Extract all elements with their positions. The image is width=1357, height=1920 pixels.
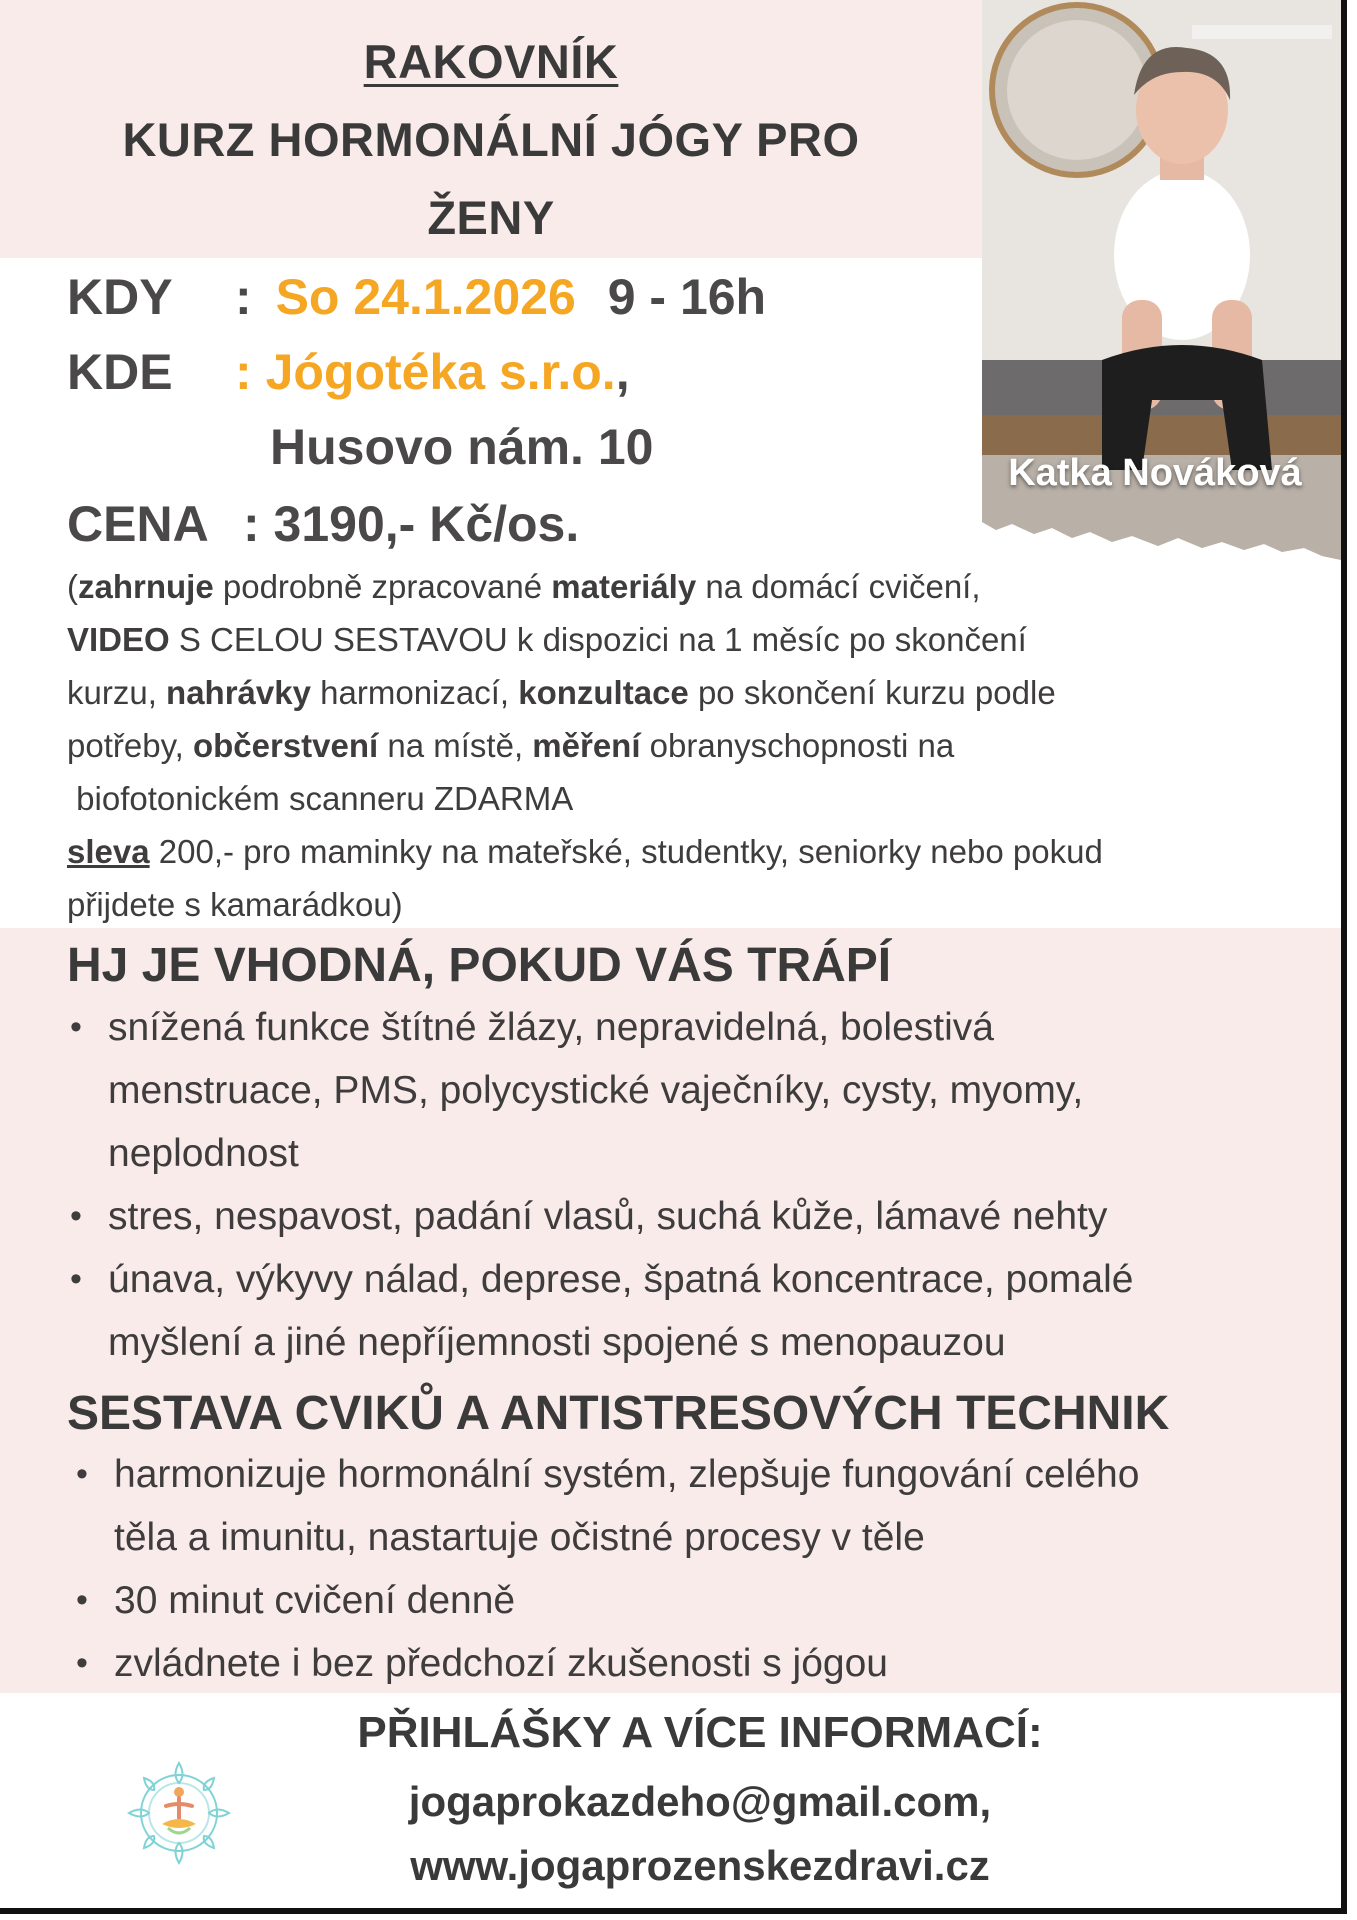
list-item: • harmonizuje hormonální systém, zlepšuje fungování celého těla a imunitu, nastartuje očistné procesy v těle [76,1443,1139,1569]
desc-line-1: (zahrnuje podrobně zpracované materiály na domácí cvičení, [67,568,981,605]
list-item: • stres, nespavost, padání vlasů, suchá kůže, lámavé nehty [70,1185,1133,1248]
desc-line-5: biofotonickém scanneru ZDARMA [67,780,574,817]
where-comma: , [615,344,630,400]
when-label: KDY [67,269,173,325]
price-description [67,560,1317,931]
where-name: Jógotéka s.r.o. [265,344,616,400]
when-row [67,268,766,326]
list-item: • zvládnete i bez předchozí zkušenosti s jógou [76,1632,1139,1695]
desc-line-3: kurzu, nahrávky harmonizací, konzultace po skončení kurzu podle [67,674,1056,711]
desc-line-6: sleva 200,- pro maminky na mateřské, studentky, seniorky nebo pokud [67,833,1103,870]
price-value: : 3190,- Kč/os. [243,496,580,552]
city-title: RAKOVNÍK [363,35,619,88]
section2-heading: SESTAVA CVIKŮ A ANTISTRESOVÝCH TECHNIK [67,1387,1170,1440]
desc-line-2: VIDEO S CELOU SESTAVOU k dispozici na 1 měsíc po skončení [67,621,1027,658]
list-item: • snížená funkce štítné žlázy, nepravidelná, bolestivá menstruace, PMS, polycystické vaječníky, cysty, myomy, neplodnost [70,996,1133,1185]
where-label: KDE [67,344,173,400]
when-separator: : [235,269,252,325]
when-time: 9 - 16h [607,269,767,325]
where-separator: : [235,344,252,400]
contact-email[interactable]: jogaprokazdeho@gmail.com, [408,1778,992,1825]
desc-line-4: potřeby, občerstvení na místě, měření obranyschopnosti na [67,727,955,764]
yoga-lotus-logo-icon [124,1758,234,1868]
list-item: • 30 minut cvičení denně [76,1569,1139,1632]
instructor-name: Katka Nováková [1008,452,1302,494]
course-title-line2: ŽENY [427,191,555,244]
price-row [67,495,579,553]
section1-heading: HJ JE VHODNÁ, POKUD VÁS TRÁPÍ [67,939,892,992]
section1-list [70,996,1133,1374]
when-date: So 24.1.2026 [275,269,576,325]
desc-line-7: přijdete s kamarádkou) [67,886,403,923]
contact-heading: PŘIHLÁŠKY A VÍCE INFORMACÍ: [357,1708,1043,1757]
where-row [67,343,630,401]
price-label: CENA [67,496,209,552]
contact-website[interactable]: www.jogaprozenskezdravi.cz [410,1842,990,1889]
course-title-line1: KURZ HORMONÁLNÍ JÓGY PRO [122,113,860,166]
list-item: • únava, výkyvy nálad, deprese, špatná koncentrace, pomalé myšlení a jiné nepříjemnosti spojené s menopauzou [70,1248,1133,1374]
where-address: Husovo nám. 10 [270,419,654,475]
section2-list [76,1443,1139,1695]
